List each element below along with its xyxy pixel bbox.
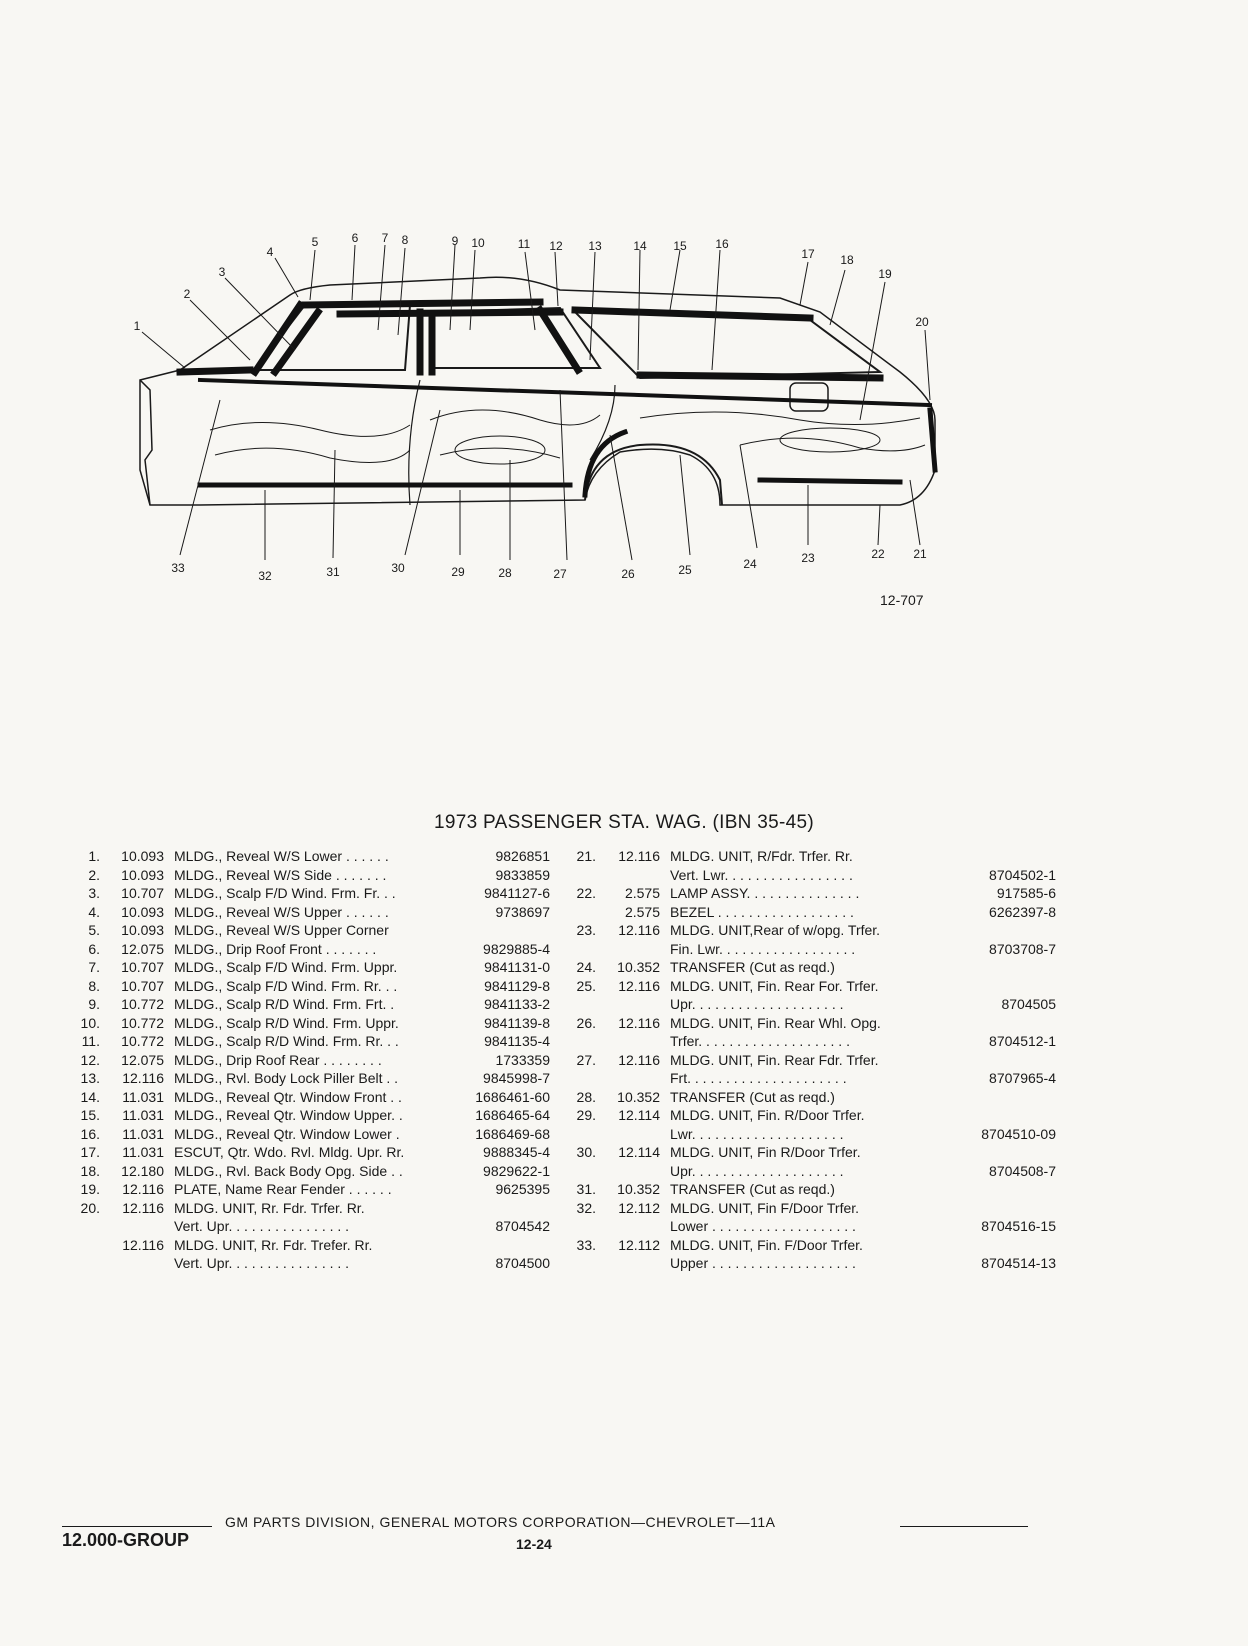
parts-row xyxy=(60,921,550,940)
part-description: MLDG., Drip Roof Front . . . . . . . xyxy=(174,940,377,957)
group-number: 10.093 xyxy=(121,848,164,864)
part-description: Vert. Upr. . . . . . . . . . . . . . . . xyxy=(174,1218,350,1234)
part-number: 8704510-09 xyxy=(981,1125,1056,1142)
part-description: Lwr. . . . . . . . . . . . . . . . . . . . xyxy=(670,1125,844,1142)
callout-11: 11 xyxy=(517,237,531,251)
part-description: MLDG., Rvl. Back Body Opg. Side . . xyxy=(174,1162,403,1179)
item-number: 30. xyxy=(576,1144,596,1160)
item-number: 5. xyxy=(88,922,100,938)
item-number: 7. xyxy=(88,959,100,975)
item-number: 31. xyxy=(576,1181,596,1197)
part-number: 1686469-68 xyxy=(475,1125,550,1142)
parts-row xyxy=(556,847,1056,866)
item-number: 17. xyxy=(80,1144,100,1160)
part-description: MLDG., Rvl. Body Lock Piller Belt . . xyxy=(174,1070,399,1086)
item-number: 20. xyxy=(80,1199,100,1216)
item-number xyxy=(556,940,596,959)
part-description: MLDG. UNIT, Fin. Rear Fdr. Trfer. xyxy=(670,1051,879,1068)
part-number: 9841131-0 xyxy=(484,959,550,975)
part-description: MLDG. UNIT,Rear of w/opg. Trfer. xyxy=(670,922,881,938)
part-number: 9829885-4 xyxy=(483,940,550,957)
group-number xyxy=(100,1254,174,1273)
callout-1: 1 xyxy=(133,319,141,333)
footer-rule-right xyxy=(900,1526,1028,1527)
part-description: MLDG. UNIT, R/Fdr. Trfer. Rr. xyxy=(670,848,853,864)
part-number xyxy=(966,1014,1056,1033)
part-description: Trfer. . . . . . . . . . . . . . . . . . . . xyxy=(670,1033,850,1049)
part-number: 9841127-6 xyxy=(484,885,550,901)
part-number: 9888345-4 xyxy=(483,1144,550,1160)
item-number xyxy=(556,1032,596,1051)
part-description: TRANSFER (Cut as reqd.) xyxy=(670,1181,835,1197)
item-number: 26. xyxy=(576,1014,596,1031)
part-number: 1686461-60 xyxy=(475,1088,550,1105)
group-number: 12.180 xyxy=(121,1162,164,1179)
part-description: MLDG., Reveal W/S Lower . . . . . . xyxy=(174,848,389,864)
group-number: 10.352 xyxy=(617,1088,660,1105)
parts-row xyxy=(60,1069,550,1088)
part-description: MLDG., Scalp F/D Wind. Frm. Fr. . . xyxy=(174,885,396,901)
item-number: 11. xyxy=(81,1033,100,1049)
group-number: 12.116 xyxy=(618,1014,660,1031)
callout-9: 9 xyxy=(451,234,459,248)
page-number: 12-24 xyxy=(516,1536,552,1552)
item-number xyxy=(556,866,596,885)
parts-row xyxy=(556,940,1056,959)
group-number xyxy=(596,1069,670,1088)
part-number: 8704508-7 xyxy=(989,1162,1056,1179)
item-number: 14. xyxy=(80,1088,100,1105)
part-number xyxy=(966,977,1056,996)
part-number: 8704500 xyxy=(495,1255,550,1271)
part-description: MLDG. UNIT, Fin R/Door Trfer. xyxy=(670,1144,861,1160)
part-number: 8707965-4 xyxy=(989,1070,1056,1086)
parts-row xyxy=(60,940,550,959)
item-number xyxy=(60,1254,100,1273)
group-number xyxy=(596,1217,670,1236)
group-number: 11.031 xyxy=(122,1125,164,1142)
parts-row xyxy=(556,921,1056,940)
item-number: 6. xyxy=(88,940,100,957)
part-number: 9845998-7 xyxy=(483,1070,550,1086)
callout-29: 29 xyxy=(451,565,465,579)
group-number: 11.031 xyxy=(122,1107,164,1123)
item-number xyxy=(556,903,596,922)
part-number: 9841135-4 xyxy=(484,1033,550,1049)
callout-30: 30 xyxy=(391,561,405,575)
parts-row xyxy=(556,1106,1056,1125)
part-number xyxy=(460,1236,550,1255)
group-number: 12.075 xyxy=(121,1051,164,1068)
callout-17: 17 xyxy=(801,247,815,261)
item-number xyxy=(556,1162,596,1181)
part-number xyxy=(966,1106,1056,1125)
part-description: Fin. Lwr. . . . . . . . . . . . . . . . . . xyxy=(670,940,856,957)
group-number xyxy=(596,940,670,959)
group-number: 10.352 xyxy=(617,959,660,975)
group-number: 10.772 xyxy=(121,1033,164,1049)
footer-rule-left xyxy=(62,1526,212,1527)
item-number: 27. xyxy=(576,1051,596,1068)
item-number: 2. xyxy=(88,866,100,883)
footer-publisher: GM PARTS DIVISION, GENERAL MOTORS CORPORATION—CHEVROLET—11A xyxy=(225,1514,776,1530)
item-number: 21. xyxy=(576,848,596,864)
callout-13: 13 xyxy=(588,239,602,253)
item-number xyxy=(556,1125,596,1144)
item-number xyxy=(556,995,596,1014)
parts-row xyxy=(60,847,550,866)
part-number: 9841133-2 xyxy=(484,996,550,1012)
part-number: 9833859 xyxy=(495,866,550,883)
item-number: 16. xyxy=(80,1125,100,1142)
group-number: 10.772 xyxy=(121,996,164,1012)
item-number: 24. xyxy=(576,959,596,975)
part-description: MLDG. UNIT, Fin F/Door Trfer. xyxy=(670,1199,860,1216)
part-description: MLDG., Reveal Qtr. Window Upper. . xyxy=(174,1107,403,1123)
parts-row xyxy=(60,1014,550,1033)
parts-row xyxy=(556,1143,1056,1162)
group-number: 10.093 xyxy=(121,866,164,883)
part-description: MLDG. UNIT, Fin. Rear For. Trfer. xyxy=(670,977,879,994)
parts-row xyxy=(60,866,550,885)
group-number xyxy=(596,1032,670,1051)
part-number: 1686465-64 xyxy=(475,1107,550,1123)
part-description: Lower . . . . . . . . . . . . . . . . . . . xyxy=(670,1218,856,1234)
parts-row xyxy=(556,1014,1056,1033)
part-number: 9826851 xyxy=(495,848,550,864)
parts-row xyxy=(556,866,1056,885)
callout-24: 24 xyxy=(743,557,757,571)
part-description: LAMP ASSY. . . . . . . . . . . . . . . xyxy=(670,885,860,901)
parts-row xyxy=(556,1032,1056,1051)
part-number: 917585-6 xyxy=(996,885,1056,901)
parts-list-left xyxy=(60,847,550,1273)
parts-row xyxy=(60,884,550,903)
part-description: MLDG., Drip Roof Rear . . . . . . . . xyxy=(174,1051,382,1068)
part-description: MLDG. UNIT, Fin. F/Door Trfer. xyxy=(670,1236,863,1253)
part-description: Upr. . . . . . . . . . . . . . . . . . . . xyxy=(670,996,844,1012)
callout-12: 12 xyxy=(549,239,563,253)
callout-19: 19 xyxy=(878,267,892,281)
callout-3: 3 xyxy=(218,265,226,279)
part-number xyxy=(966,1199,1056,1218)
parts-row xyxy=(60,1125,550,1144)
part-description: MLDG., Reveal W/S Side . . . . . . . xyxy=(174,866,387,883)
callout-31: 31 xyxy=(326,565,340,579)
callout-2: 2 xyxy=(183,287,191,301)
parts-row xyxy=(556,1236,1056,1255)
group-number: 12.114 xyxy=(618,1107,660,1123)
group-number: 12.116 xyxy=(618,922,660,938)
part-description: MLDG., Reveal W/S Upper Corner xyxy=(174,922,389,938)
part-number: 9625395 xyxy=(495,1181,550,1197)
parts-row xyxy=(60,903,550,922)
group-number: 11.031 xyxy=(122,1088,164,1105)
part-number: 9841139-8 xyxy=(484,1014,550,1031)
item-number xyxy=(60,1236,100,1255)
parts-row xyxy=(60,1162,550,1181)
part-description: PLATE, Name Rear Fender . . . . . . xyxy=(174,1181,392,1197)
callout-8: 8 xyxy=(401,233,409,247)
group-number: 2.575 xyxy=(624,903,660,920)
parts-row xyxy=(556,1088,1056,1107)
group-label: 12.000-GROUP xyxy=(62,1530,190,1550)
group-number: 10.093 xyxy=(121,903,164,920)
parts-row xyxy=(60,1032,550,1051)
item-number: 4. xyxy=(88,903,100,920)
part-number xyxy=(966,958,1056,977)
group-number: 12.116 xyxy=(122,1070,164,1086)
callout-25: 25 xyxy=(678,563,692,577)
parts-row xyxy=(556,884,1056,903)
figure-number: 12-707 xyxy=(880,592,924,608)
callout-22: 22 xyxy=(871,547,885,561)
item-number: 19. xyxy=(80,1181,100,1197)
parts-list-right xyxy=(556,847,1056,1273)
part-number: 8704542 xyxy=(495,1218,550,1234)
part-description: MLDG., Reveal Qtr. Window Front . . xyxy=(174,1088,402,1105)
part-description: Frt. . . . . . . . . . . . . . . . . . . . . xyxy=(670,1070,847,1086)
part-description: Upper . . . . . . . . . . . . . . . . . . . xyxy=(670,1255,856,1271)
group-number xyxy=(596,1125,670,1144)
item-number xyxy=(60,1217,100,1236)
part-description: Vert. Lwr. . . . . . . . . . . . . . . . . xyxy=(670,866,853,883)
item-number: 22. xyxy=(576,885,596,901)
parts-row xyxy=(60,1088,550,1107)
item-number: 10. xyxy=(80,1014,100,1031)
item-number: 9. xyxy=(88,996,100,1012)
group-number: 10.707 xyxy=(121,977,164,994)
part-description: MLDG., Reveal Qtr. Window Lower . xyxy=(174,1125,400,1142)
part-description: MLDG., Scalp F/D Wind. Frm. Uppr. xyxy=(174,959,398,975)
part-number xyxy=(966,1143,1056,1162)
item-number: 33. xyxy=(576,1236,596,1253)
item-number: 32. xyxy=(576,1199,596,1216)
group-number: 12.116 xyxy=(618,1051,660,1068)
parts-row xyxy=(556,1162,1056,1181)
group-number: 10.707 xyxy=(121,885,164,901)
group-number: 12.112 xyxy=(618,1236,660,1253)
parts-row xyxy=(60,1051,550,1070)
group-number xyxy=(100,1217,174,1236)
callout-10: 10 xyxy=(471,236,485,250)
callout-20: 20 xyxy=(915,315,929,329)
part-number xyxy=(966,1051,1056,1070)
group-number xyxy=(596,1162,670,1181)
item-number: 8. xyxy=(88,977,100,994)
callout-16: 16 xyxy=(715,237,729,251)
group-number: 10.772 xyxy=(121,1014,164,1031)
part-description: ESCUT, Qtr. Wdo. Rvl. Mldg. Upr. Rr. xyxy=(174,1144,405,1160)
callout-5: 5 xyxy=(311,235,319,249)
group-number: 10.352 xyxy=(617,1181,660,1197)
part-number: 8703708-7 xyxy=(989,940,1056,957)
group-number: 12.116 xyxy=(122,1199,164,1216)
part-number: 8704514-13 xyxy=(981,1255,1056,1271)
group-number: 12.112 xyxy=(618,1199,660,1216)
part-number xyxy=(460,921,550,940)
parts-row xyxy=(556,1069,1056,1088)
group-number: 12.116 xyxy=(122,1181,164,1197)
part-description: Upr. . . . . . . . . . . . . . . . . . . . xyxy=(670,1162,844,1179)
parts-row xyxy=(556,1125,1056,1144)
parts-row xyxy=(60,958,550,977)
part-number: 9841129-8 xyxy=(484,977,550,994)
item-number xyxy=(556,1217,596,1236)
parts-row xyxy=(60,1143,550,1162)
parts-row xyxy=(556,1051,1056,1070)
part-number xyxy=(460,1199,550,1218)
parts-row xyxy=(556,977,1056,996)
parts-row xyxy=(60,1180,550,1199)
parts-row xyxy=(556,1180,1056,1199)
parts-row xyxy=(60,1254,550,1273)
parts-row xyxy=(60,995,550,1014)
item-number xyxy=(556,1254,596,1273)
part-description: TRANSFER (Cut as reqd.) xyxy=(670,1088,835,1105)
callout-6: 6 xyxy=(351,231,359,245)
group-number xyxy=(596,995,670,1014)
part-description: MLDG. UNIT, Fin. Rear Whl. Opg. xyxy=(670,1014,881,1031)
part-description: MLDG. UNIT, Rr. Fdr. Trefer. Rr. xyxy=(174,1236,373,1253)
item-number: 23. xyxy=(576,922,596,938)
group-number: 11.031 xyxy=(122,1144,164,1160)
part-description: MLDG. UNIT, Fin. R/Door Trfer. xyxy=(670,1107,865,1123)
part-description: MLDG. UNIT, Rr. Fdr. Trfer. Rr. xyxy=(174,1199,365,1216)
item-number: 25. xyxy=(576,977,596,994)
parts-row xyxy=(556,1217,1056,1236)
callout-23: 23 xyxy=(801,551,815,565)
group-number xyxy=(596,1254,670,1273)
group-number: 12.116 xyxy=(618,848,660,864)
item-number: 18. xyxy=(80,1162,100,1179)
part-description: MLDG., Reveal W/S Upper . . . . . . xyxy=(174,903,389,920)
item-number: 12. xyxy=(80,1051,100,1068)
callout-21: 21 xyxy=(913,547,927,561)
parts-row xyxy=(60,1199,550,1218)
parts-row xyxy=(556,903,1056,922)
part-number: 8704516-15 xyxy=(981,1218,1056,1234)
part-description: Vert. Upr. . . . . . . . . . . . . . . . xyxy=(174,1255,350,1271)
callout-28: 28 xyxy=(498,566,512,580)
callout-26: 26 xyxy=(621,567,635,581)
parts-row xyxy=(60,1236,550,1255)
callout-14: 14 xyxy=(633,239,647,253)
item-number: 1. xyxy=(88,848,100,864)
item-number: 3. xyxy=(88,885,100,901)
part-description: MLDG., Scalp R/D Wind. Frm. Uppr. xyxy=(174,1014,399,1031)
parts-row xyxy=(556,958,1056,977)
part-number xyxy=(966,1088,1056,1107)
part-description: MLDG., Scalp R/D Wind. Frm. Frt. . xyxy=(174,996,395,1012)
item-number: 28. xyxy=(576,1088,596,1105)
group-number: 12.075 xyxy=(121,940,164,957)
group-number: 2.575 xyxy=(624,885,660,901)
item-number: 15. xyxy=(80,1107,100,1123)
part-number xyxy=(966,921,1056,940)
part-number xyxy=(966,847,1056,866)
callout-18: 18 xyxy=(840,253,854,267)
callout-7: 7 xyxy=(381,231,389,245)
part-number xyxy=(966,1180,1056,1199)
group-number: 12.114 xyxy=(618,1144,660,1160)
parts-row xyxy=(556,995,1056,1014)
part-number xyxy=(966,1236,1056,1255)
part-number: 9829622-1 xyxy=(483,1162,550,1179)
part-description: MLDG., Scalp F/D Wind. Frm. Rr. . . xyxy=(174,977,398,994)
station-wagon-diagram xyxy=(0,0,1248,640)
callout-33: 33 xyxy=(171,561,185,575)
parts-row xyxy=(60,977,550,996)
group-number xyxy=(596,866,670,885)
part-number: 9738697 xyxy=(495,903,550,920)
part-number: 6262397-8 xyxy=(989,903,1056,920)
callout-4: 4 xyxy=(266,245,274,259)
parts-row xyxy=(60,1106,550,1125)
group-number: 12.116 xyxy=(122,1236,164,1253)
part-description: BEZEL . . . . . . . . . . . . . . . . . . xyxy=(670,903,854,920)
item-number xyxy=(556,1069,596,1088)
item-number: 13. xyxy=(80,1070,100,1086)
part-number: 8704502-1 xyxy=(989,866,1056,883)
part-description: MLDG., Scalp R/D Wind. Frm. Rr. . . xyxy=(174,1033,399,1049)
part-number: 8704505 xyxy=(1001,996,1056,1012)
group-number: 12.116 xyxy=(618,977,660,994)
callout-15: 15 xyxy=(673,239,687,253)
parts-row xyxy=(60,1217,550,1236)
callout-27: 27 xyxy=(553,567,567,581)
parts-row xyxy=(556,1199,1056,1218)
parts-row xyxy=(556,1254,1056,1273)
page-title: 1973 PASSENGER STA. WAG. (IBN 35-45) xyxy=(433,812,814,833)
part-description: TRANSFER (Cut as reqd.) xyxy=(670,959,835,975)
group-number: 10.707 xyxy=(121,959,164,975)
part-number: 8704512-1 xyxy=(989,1033,1056,1049)
item-number: 29. xyxy=(576,1107,596,1123)
part-number: 1733359 xyxy=(495,1051,550,1068)
group-number: 10.093 xyxy=(121,922,164,938)
callout-32: 32 xyxy=(258,569,272,583)
